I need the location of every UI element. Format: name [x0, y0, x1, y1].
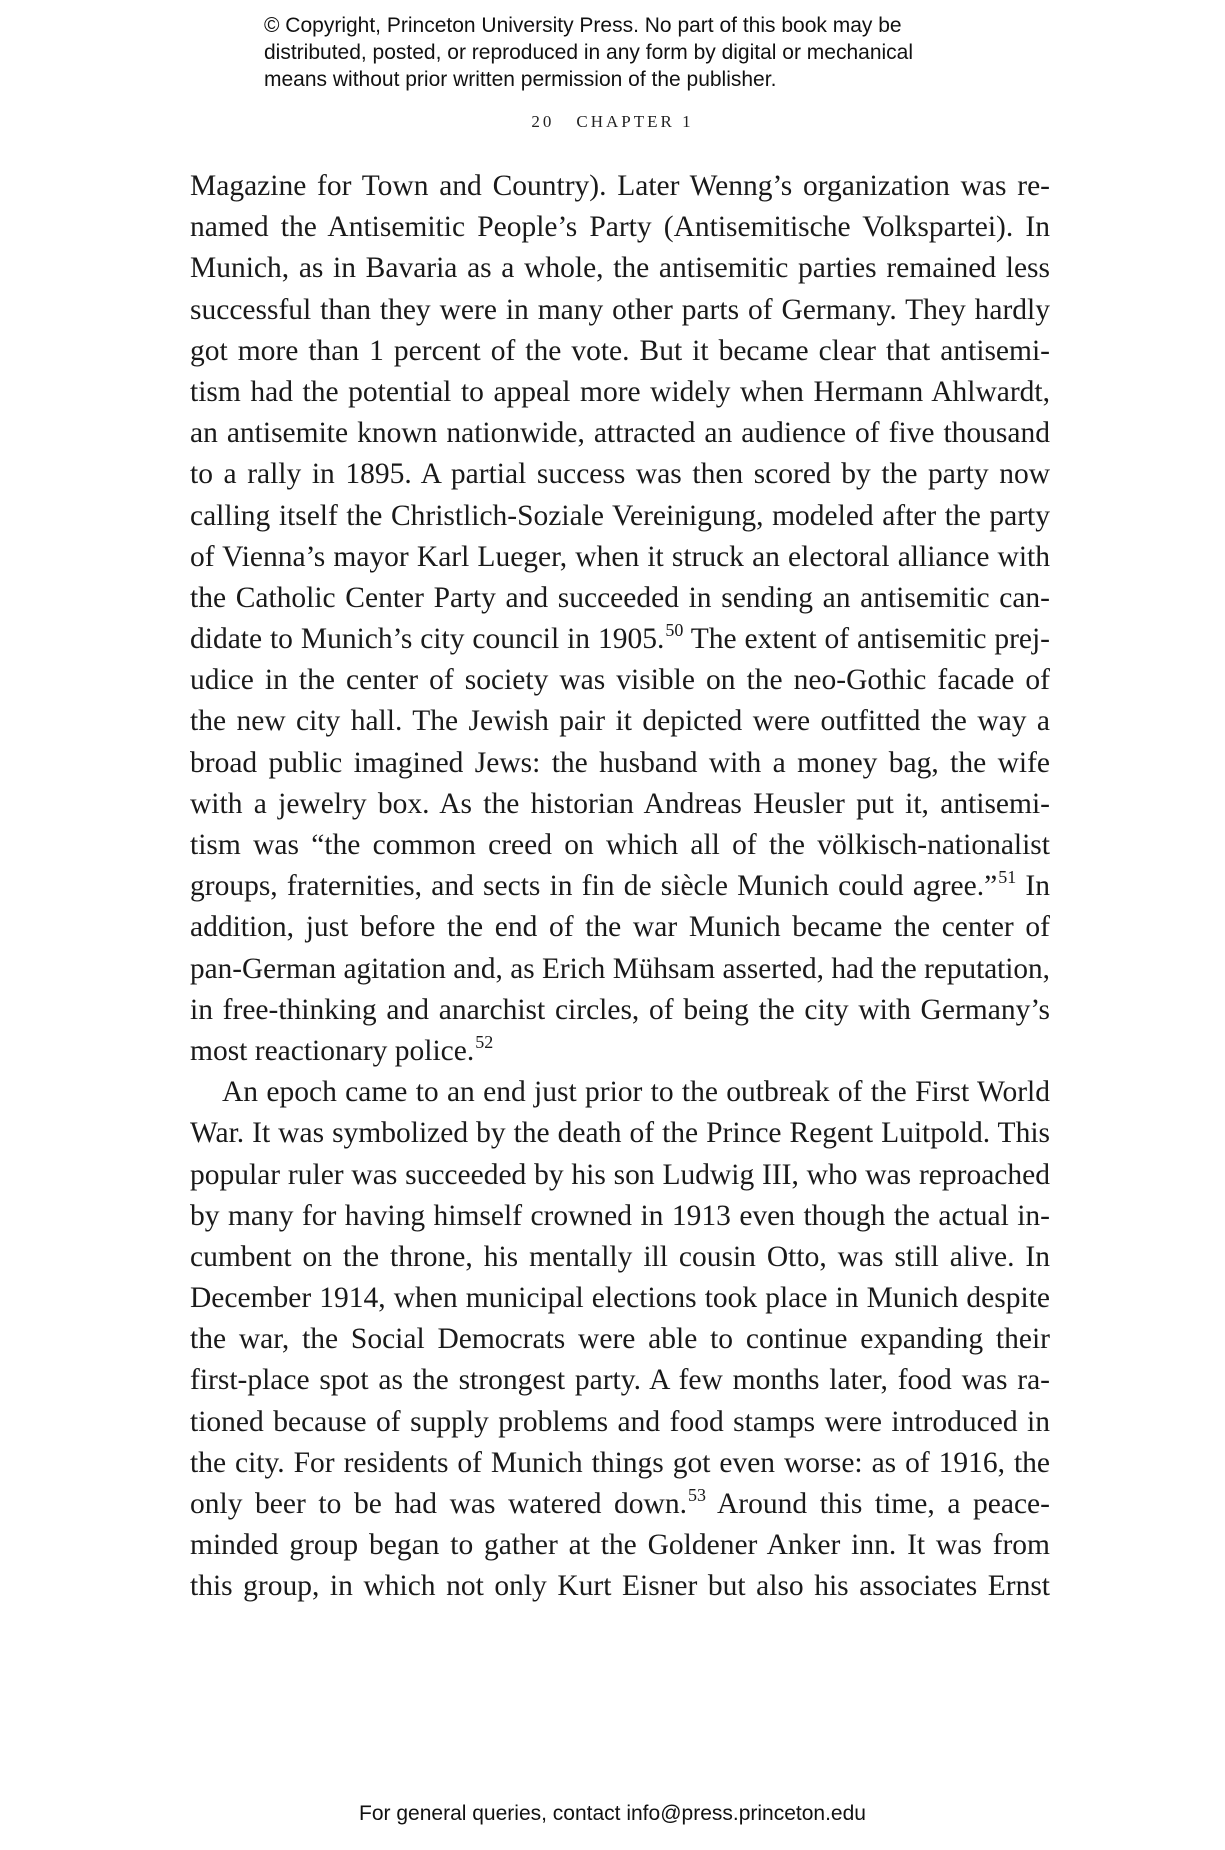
text-line: of Vienna’s mayor Karl Lueger, when it struck an electoral alliance with [190, 540, 1050, 573]
text-line: pan-German agitation and, as Erich Mühsam asserted, had the reputation, [190, 952, 1050, 985]
text-segment: groups, fraternities, and sects in fin de siècle Munich could agree.” [190, 870, 998, 903]
text-line: to a rally in 1895. A partial success was then scored by the party now [190, 458, 1050, 491]
chapter-label: CHAPTER 1 [576, 112, 694, 131]
text-line: Munich, as in Bavaria as a whole, the antisemitic parties remained less [190, 252, 1050, 285]
text-line: addition, just before the end of the war Munich became the center of [190, 911, 1050, 944]
text-line: the Catholic Center Party and succeeded in sending an antisemitic can- [190, 581, 1050, 614]
copyright-line: means without prior written permission of the publisher. [264, 68, 777, 91]
text-line: successful than they were in many other parts of Germany. They hardly [190, 293, 1050, 326]
text-segment: only beer to be had was watered down. [190, 1488, 687, 1520]
footnote-ref: 52 [475, 1031, 494, 1052]
text-line: the city. For residents of Munich things got even worse: as of 1916, the [190, 1446, 1050, 1479]
text-line: cumbent on the throne, his mentally ill cousin Otto, was still alive. In [190, 1240, 1050, 1273]
text-line: first-place spot as the strongest party. A few months later, food was ra- [190, 1364, 1050, 1397]
copyright-line: distributed, posted, or reproduced in any form by digital or mechanical [264, 41, 914, 64]
text-line: tioned because of supply problems and food stamps were introduced in [190, 1405, 1050, 1438]
running-head [0, 112, 1225, 132]
text-segment: most reactionary police. [190, 1034, 475, 1067]
text-line: an antisemite known nationwide, attracted an audience of five thousand [190, 417, 1050, 450]
text-line: broad public imagined Jews: the husband with a money bag, the wife [190, 746, 1050, 779]
copyright-line: © Copyright, Princeton University Press. No part of this book may be [264, 14, 902, 37]
text-line: December 1914, when municipal elections took place in Munich despite [190, 1282, 1050, 1315]
text-line: named the Antisemitic People’s Party (Antisemitische Volkspartei). In [190, 211, 1050, 244]
text-line: popular ruler was succeeded by his son Ludwig III, who was reproached [190, 1158, 1050, 1191]
text-line: by many for having himself crowned in 1913 even though the actual in- [190, 1199, 1050, 1232]
body-text [190, 166, 1050, 1608]
text-line [190, 619, 1050, 660]
text-line: the new city hall. The Jewish pair it depicted were outfitted the way a [190, 705, 1050, 738]
footnote-ref: 53 [687, 1485, 706, 1505]
text-line [190, 866, 1050, 907]
text-segment: In [1016, 870, 1051, 903]
text-line: minded group began to gather at the Goldener Anker inn. It was from [190, 1529, 1050, 1562]
text-line: got more than 1 percent of the vote. But it became clear that antisemi- [190, 334, 1050, 367]
text-line: the war, the Social Democrats were able to continue expanding their [190, 1323, 1050, 1356]
footer-contact: For general queries, contact info@press.princeton.edu [359, 1802, 866, 1825]
copyright-notice [264, 12, 984, 93]
text-line: in free-thinking and anarchist circles, of being the city with Germany’s [190, 993, 1050, 1026]
text-line: tism was “the common creed on which all of the völkisch-nationalist [190, 829, 1050, 861]
text-segment: The extent of antisemitic prej- [683, 623, 1051, 656]
text-line: tism had the potential to appeal more widely when Hermann Ahlwardt, [190, 375, 1050, 408]
text-line: Magazine for Town and Country). Later Wenng’s organization was re- [190, 170, 1050, 202]
text-line: with a jewelry box. As the historian Andreas Heusler put it, antisemi- [190, 787, 1050, 820]
paragraph-2 [190, 1072, 1050, 1607]
text-line: calling itself the Christlich-Soziale Vereinigung, modeled after the party [190, 499, 1050, 532]
text-segment: didate to Munich’s city council in 1905. [190, 623, 665, 656]
footnote-ref: 51 [998, 867, 1017, 888]
footnote-ref: 50 [665, 620, 684, 641]
text-line: An epoch came to an end just prior to the outbreak of the First World [222, 1076, 1050, 1109]
text-line: this group, in which not only Kurt Eisner but also his associates Ernst [190, 1570, 1050, 1603]
text-line [190, 1484, 1050, 1525]
text-line: udice in the center of society was visible on the neo-Gothic facade of [190, 664, 1050, 697]
text-segment: Around this time, a peace- [705, 1488, 1050, 1520]
paragraph-1 [190, 166, 1050, 1072]
text-line: War. It was symbolized by the death of the Prince Regent Luitpold. This [190, 1117, 1050, 1150]
page-number: 20 [531, 112, 555, 131]
text-line [190, 1031, 1050, 1072]
